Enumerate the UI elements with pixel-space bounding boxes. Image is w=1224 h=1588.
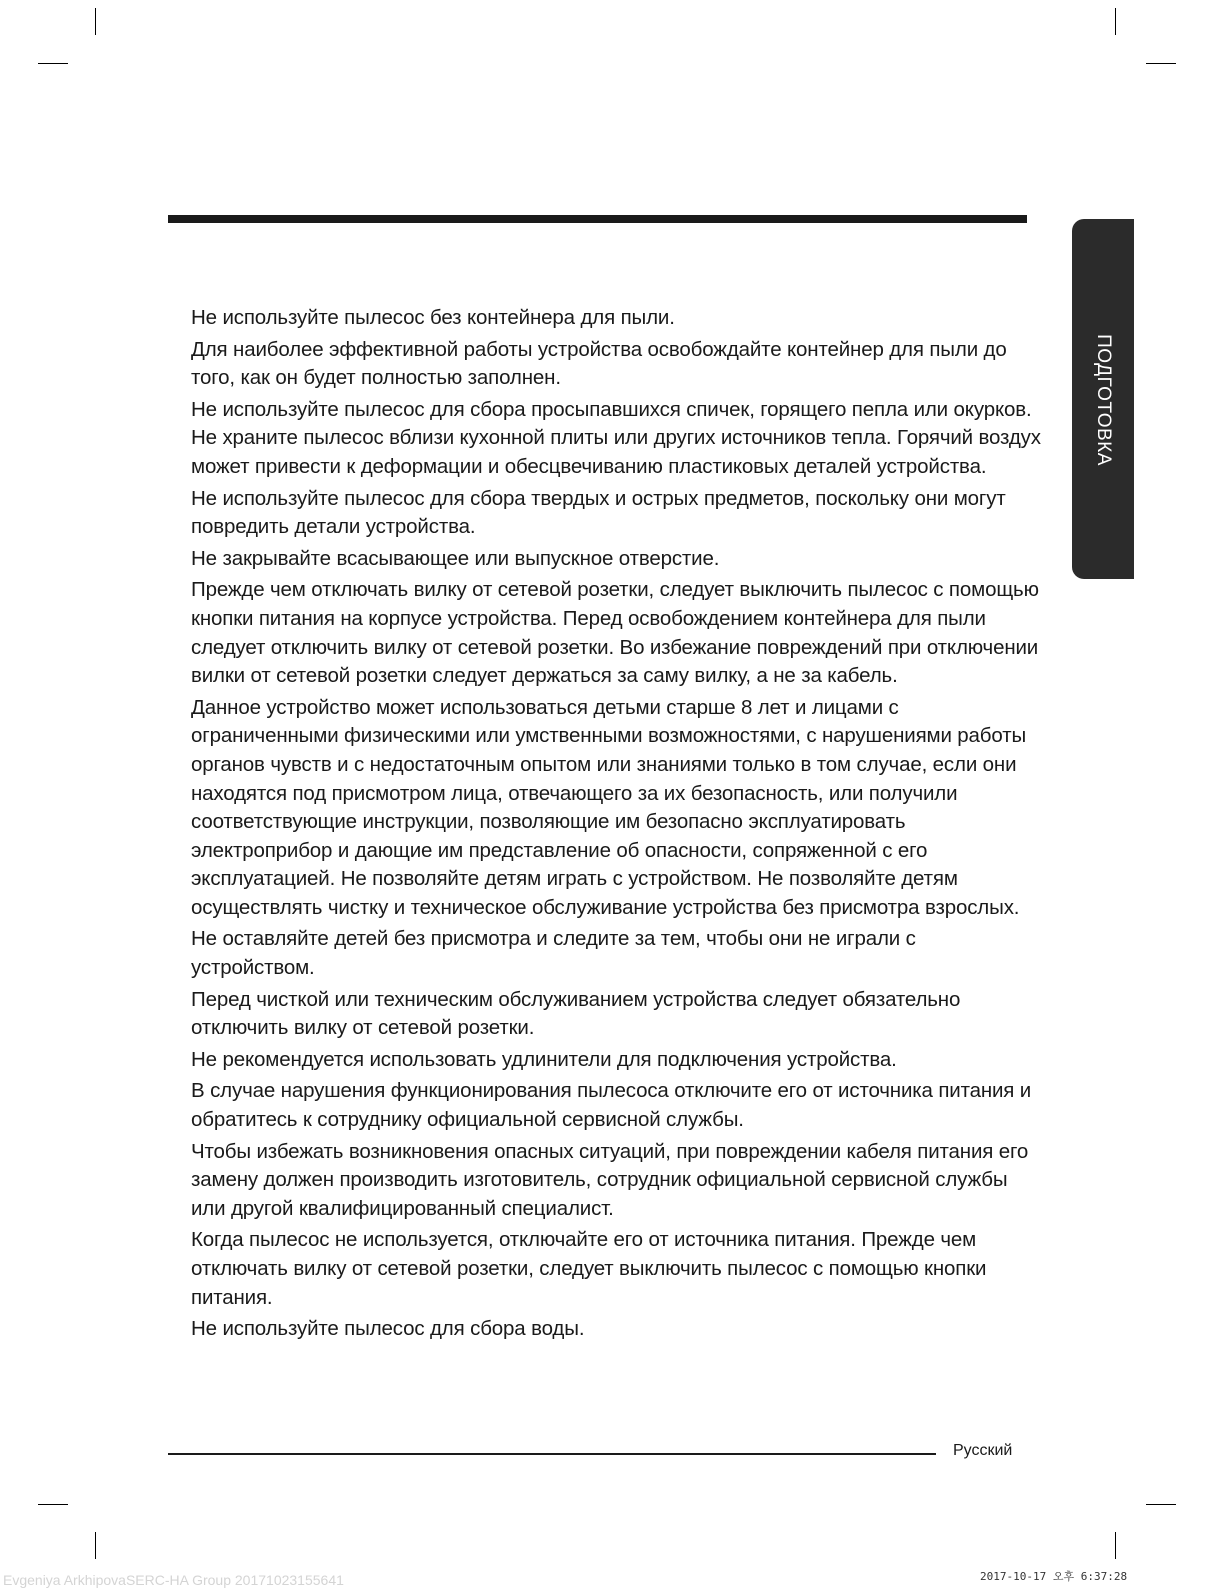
- footer-rule: [168, 1453, 936, 1455]
- footer-language: Русский: [953, 1442, 1013, 1459]
- instruction-paragraph: Когда пылесос не используется, отключайте его от источника питания. Прежде чем отключать вилку от сетевой розетки, следует выключить пылесос с помощью кнопки питания.: [191, 1228, 987, 1309]
- section-side-tab-label: ПОДГОТОВКА: [1093, 334, 1114, 466]
- instruction-paragraph: Не используйте пылесос для сбора воды.: [191, 1317, 585, 1341]
- header-rule: [168, 215, 1027, 223]
- print-watermark: Evgeniya ArkhipovaSERC-HA Group 20171023155641: [3, 1572, 344, 1588]
- instruction-paragraph: Для наиболее эффективной работы устройства освобождайте контейнер для пыли до того, как он будет полностью заполнен.: [191, 337, 1007, 390]
- print-timestamp: 2017-10-17 오후 6:37:28: [980, 1570, 1128, 1583]
- crop-mark-top-left: [95, 8, 96, 35]
- instruction-paragraph: Не используйте пылесос для сбора твердых и острых предметов, поскольку они могут повредить детали устройства.: [191, 486, 1006, 539]
- instruction-paragraph: В случае нарушения функционирования пылесоса отключите его от источника питания и обратитесь к сотруднику официальной сервисной службы.: [191, 1079, 1032, 1132]
- instruction-paragraph: Не используйте пылесос для сбора просыпавшихся спичек, горящего пепла или окурков. Не храните пылесос вблизи кухонной плиты или других источников тепла. Горячий воздух может привести к деформации и обесцвечиванию пластиковых деталей устройства.: [191, 397, 1041, 478]
- crop-mark-bottom-right: [1115, 1532, 1116, 1559]
- crop-mark-bottom-left-h: [38, 1504, 68, 1505]
- instruction-paragraph: Не используйте пылесос без контейнера для пыли.: [191, 306, 675, 329]
- crop-mark-top-right: [1115, 8, 1116, 35]
- crop-mark-bottom-right-h: [1146, 1504, 1176, 1505]
- crop-mark-bottom-left: [95, 1532, 96, 1559]
- instruction-paragraph: Не закрывайте всасывающее или выпускное отверстие.: [191, 546, 720, 570]
- crop-mark-top-left-h: [38, 63, 68, 64]
- instruction-paragraph: Перед чисткой или техническим обслуживанием устройства следует обязательно отключить вилку от сетевой розетки.: [191, 987, 961, 1040]
- instruction-paragraph: Чтобы избежать возникновения опасных ситуаций, при повреждении кабеля питания его замену должен производить изготовитель, сотрудник официальной сервисной службы или другой квалифицированный специалист.: [191, 1139, 1029, 1220]
- instruction-paragraph: Не оставляйте детей без присмотра и следите за тем, чтобы они не играли с устройством.: [191, 927, 916, 980]
- instruction-paragraph: Не рекомендуется использовать удлинители для подключения устройства.: [191, 1047, 897, 1071]
- safety-instructions: [191, 304, 1041, 1347]
- crop-mark-top-right-h: [1146, 63, 1176, 64]
- instruction-paragraph: Данное устройство может использоваться детьми старше 8 лет и лицами с ограниченными физическими или умственными возможностями, с нарушениями работы органов чувств и с недостаточным опытом или знаниями только в том случае, если они находятся под присмотром лица, отвечающего за их безопасность, или получили соответствующие инструкции, позволяющие им безопасно эксплуатировать электроприбор и дающие им представление об опасности, сопряженной с его эксплуатацией. Не позволяйте детям играть с устройством. Не позволяйте детям осуществлять чистку и техническое обслуживание устройства без присмотра взрослых.: [191, 695, 1027, 919]
- instruction-paragraph: Прежде чем отключать вилку от сетевой розетки, следует выключить пылесос с помощью кнопки питания на корпусе устройства. Перед освобождением контейнера для пыли следует отключить вилку от сетевой розетки. Во избежание повреждений при отключении вилки от сетевой розетки следует держаться за саму вилку, а не за кабель.: [191, 578, 1039, 688]
